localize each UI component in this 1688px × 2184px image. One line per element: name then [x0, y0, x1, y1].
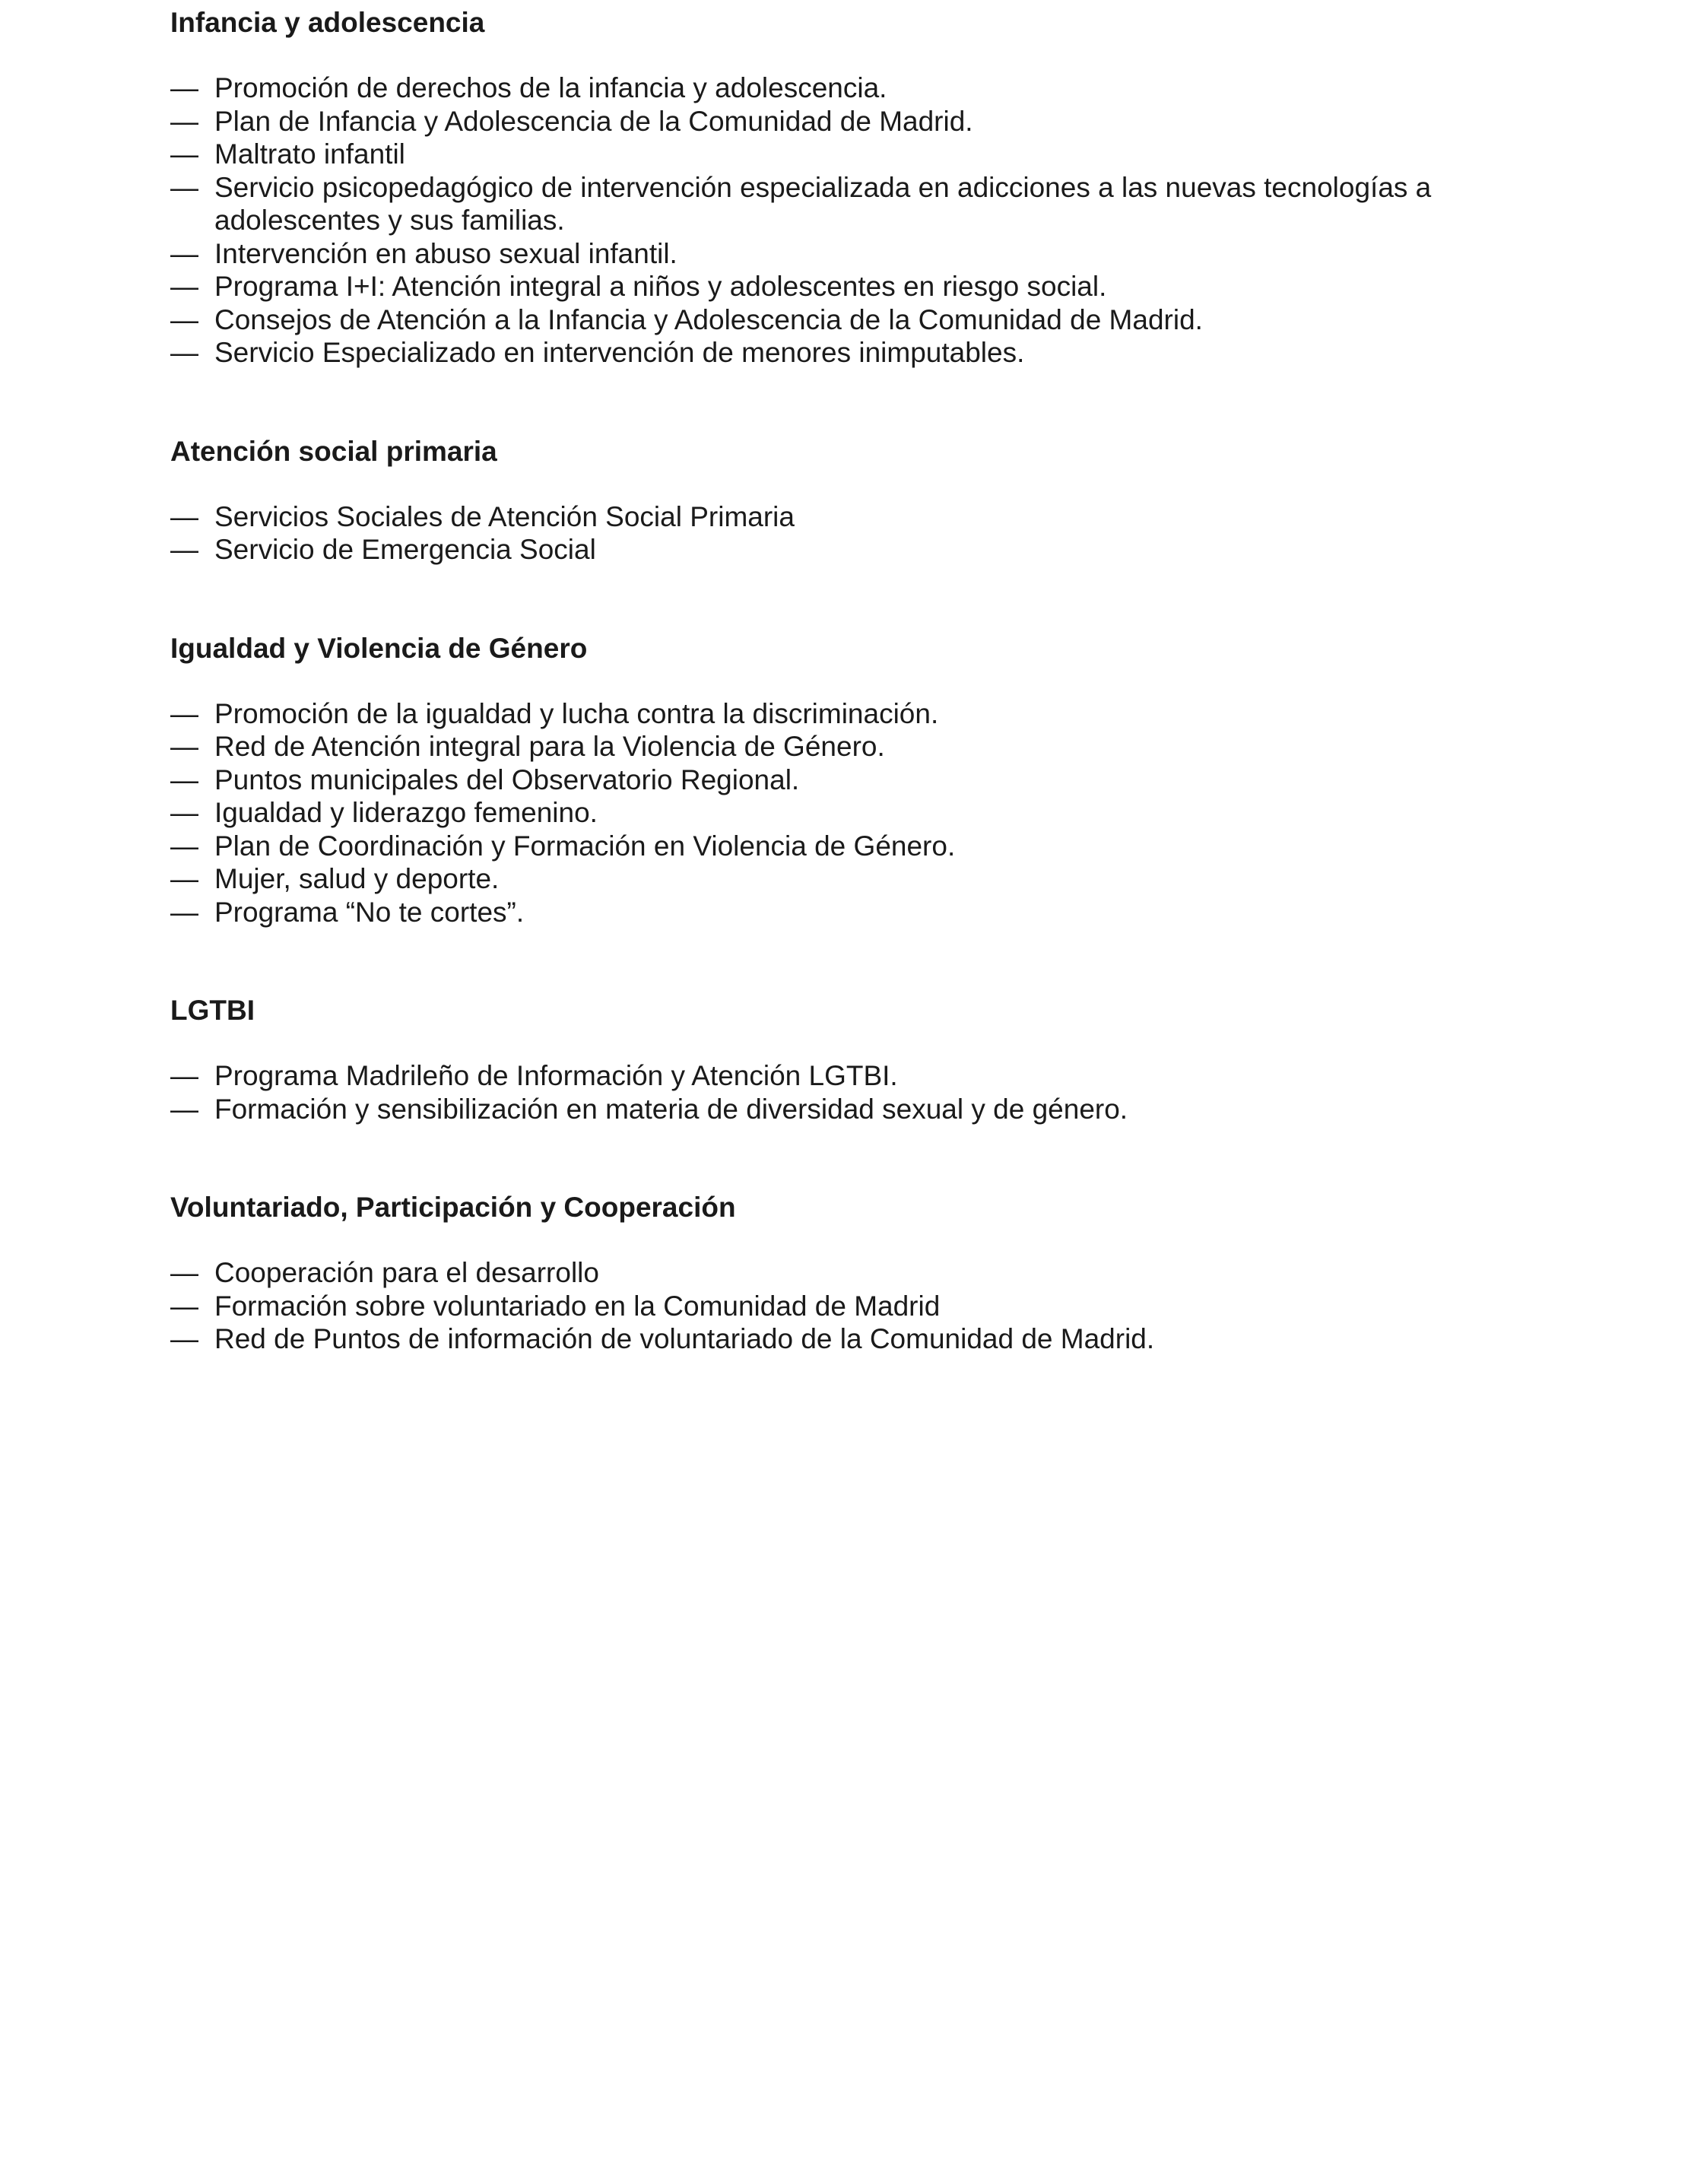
section-atencion-social [170, 435, 1493, 567]
dash-bullet: — [170, 863, 198, 894]
list-item [170, 105, 1493, 138]
list-item [170, 1256, 1493, 1290]
list-item-text: Servicio de Emergencia Social [214, 534, 596, 565]
section-lgtbi [170, 994, 1493, 1125]
list-item-text: Formación y sensibilización en materia de diversidad sexual y de género. [214, 1093, 1128, 1125]
list-item [170, 270, 1493, 303]
dash-bullet: — [170, 500, 198, 532]
dash-bullet: — [170, 1060, 198, 1091]
section-spacer [170, 370, 1493, 435]
list-item [170, 71, 1493, 105]
list-item [170, 1059, 1493, 1093]
list-item-text: Programa I+I: Atención integral a niños y adolescentes en riesgo social. [214, 271, 1107, 302]
list-item [170, 697, 1493, 731]
list-item-text: Intervención en abuso sexual infantil. [214, 237, 677, 269]
dash-bullet: — [170, 271, 198, 302]
list-item-text: Servicio psicopedagógico de intervención especializada en adicciones a las nuevas tecnologías a adolescentes y sus familias. [214, 171, 1432, 236]
list-item-text: Promoción de la igualdad y lucha contra la discriminación. [214, 697, 939, 729]
list-item-text: Plan de Coordinación y Formación en Violencia de Género. [214, 830, 956, 862]
list-item [170, 896, 1493, 929]
dash-bullet: — [170, 1257, 198, 1288]
dash-bullet: — [170, 763, 198, 795]
dash-bullet: — [170, 697, 198, 729]
list-item [170, 1093, 1493, 1126]
list-item-text: Programa Madrileño de Información y Atención LGTBI. [214, 1060, 898, 1091]
list-item [170, 862, 1493, 896]
dash-bullet: — [170, 171, 198, 203]
dash-bullet: — [170, 303, 198, 335]
list-item [170, 303, 1493, 337]
dash-bullet: — [170, 797, 198, 828]
list-item-text: Servicios Sociales de Atención Social Primaria [214, 500, 795, 532]
section-title: Voluntariado, Participación y Cooperación [170, 1192, 736, 1223]
list-item [170, 500, 1493, 534]
list-item-text: Red de Puntos de información de voluntariado de la Comunidad de Madrid. [214, 1323, 1155, 1354]
dash-bullet: — [170, 105, 198, 137]
list-item-text: Plan de Infancia y Adolescencia de la Comunidad de Madrid. [214, 105, 973, 137]
list-item-text: Servicio Especializado en intervención de menores inimputables. [214, 337, 1025, 368]
section-title: Igualdad y Violencia de Género [170, 632, 588, 664]
list-item [170, 730, 1493, 763]
section-spacer [170, 929, 1493, 994]
list-item-text: Formación sobre voluntariado en la Comunidad de Madrid [214, 1290, 941, 1322]
dash-bullet: — [170, 72, 198, 103]
dash-bullet: — [170, 534, 198, 565]
list-item-text: Promoción de derechos de la infancia y adolescencia. [214, 72, 887, 103]
section-spacer [170, 567, 1493, 632]
list-item-text: Puntos municipales del Observatorio Regional. [214, 763, 800, 795]
section-igualdad [170, 632, 1493, 929]
section-voluntariado [170, 1191, 1493, 1356]
list-item-text: Programa “No te cortes”. [214, 896, 525, 928]
list-item-text: Mujer, salud y deporte. [214, 863, 500, 894]
dash-bullet: — [170, 896, 198, 928]
dash-bullet: — [170, 237, 198, 269]
list-item-text: Consejos de Atención a la Infancia y Adolescencia de la Comunidad de Madrid. [214, 303, 1203, 335]
item-list [170, 500, 1493, 567]
dash-bullet: — [170, 337, 198, 368]
list-item [170, 336, 1493, 370]
dash-bullet: — [170, 731, 198, 762]
section-spacer [170, 1125, 1493, 1191]
dash-bullet: — [170, 1290, 198, 1322]
section-infancia [170, 6, 1493, 370]
section-title: LGTBI [170, 995, 255, 1026]
dash-bullet: — [170, 830, 198, 862]
list-item [170, 796, 1493, 830]
list-item [170, 533, 1493, 567]
dash-bullet: — [170, 138, 198, 170]
item-list [170, 1059, 1493, 1125]
list-item [170, 138, 1493, 171]
list-item [170, 763, 1493, 797]
list-item-text: Maltrato infantil [214, 138, 405, 170]
section-title: Atención social primaria [170, 435, 497, 467]
list-item [170, 830, 1493, 863]
list-item-text: Red de Atención integral para la Violencia de Género. [214, 731, 885, 762]
list-item [170, 237, 1493, 271]
dash-bullet: — [170, 1093, 198, 1125]
list-item-text: Cooperación para el desarrollo [214, 1257, 599, 1288]
item-list [170, 71, 1493, 370]
item-list [170, 697, 1493, 929]
list-item [170, 171, 1493, 237]
dash-bullet: — [170, 1323, 198, 1354]
list-item [170, 1290, 1493, 1323]
section-title: Infancia y adolescencia [170, 7, 485, 38]
item-list [170, 1256, 1493, 1356]
document-page [170, 6, 1493, 1356]
list-item [170, 1322, 1493, 1356]
list-item-text: Igualdad y liderazgo femenino. [214, 797, 598, 828]
